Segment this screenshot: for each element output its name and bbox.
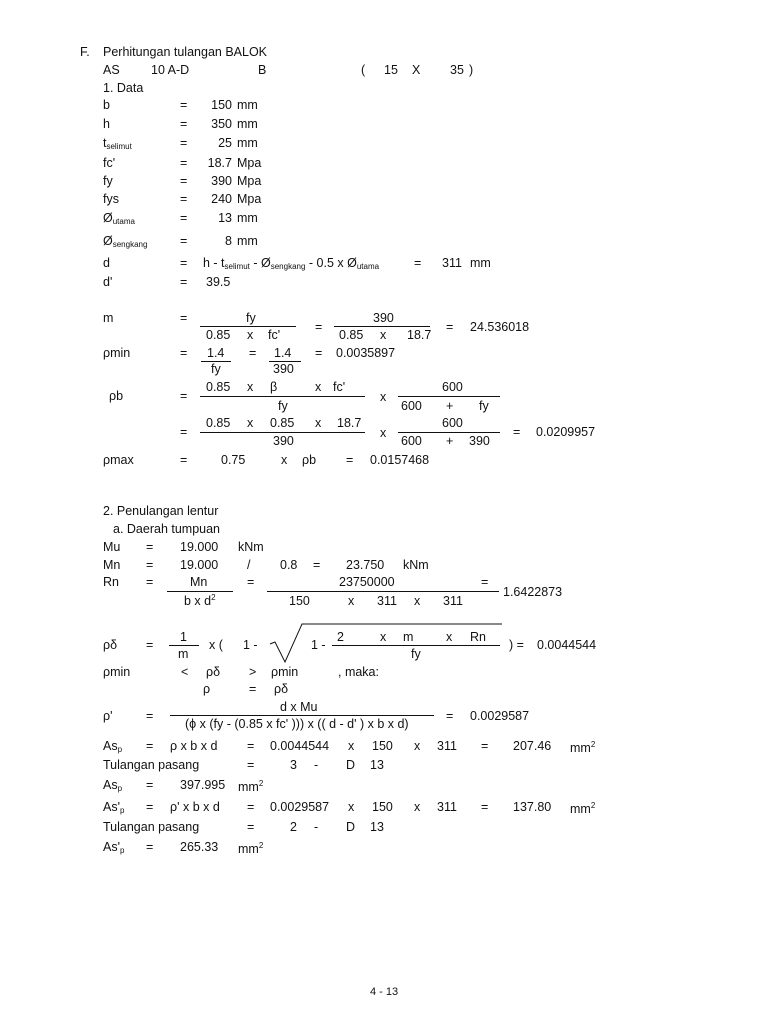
aspp-311: 311 [437, 800, 457, 814]
rhod-m: m [178, 647, 189, 661]
eq-sign: = [180, 389, 188, 403]
rn-den-x1: x [348, 594, 355, 608]
cmp-rmin: ρmin [271, 665, 299, 679]
phi-sengkang-unit: mm [237, 234, 258, 248]
d-unit: mm [470, 256, 491, 270]
asp-result: 207.46 [513, 739, 552, 753]
rhop-label: ρ' [103, 709, 113, 723]
rhomin-result: 0.0035897 [336, 346, 396, 360]
eq-sign: = [180, 174, 188, 188]
eq-sign: = [180, 275, 188, 289]
fraction-bar [267, 591, 499, 592]
rhod-m2: m [403, 630, 414, 644]
b-value: 150 [211, 98, 232, 112]
eq-sign: = [146, 840, 154, 854]
beam-label: B [258, 63, 267, 77]
eq-sign: = [180, 346, 188, 360]
aspp2-unit: $mm^2$ [238, 841, 264, 856]
rhob-vden: 390 [273, 434, 294, 448]
dim-x: X [412, 63, 421, 77]
fraction-bar [398, 432, 500, 433]
eq-sign: = [315, 346, 323, 360]
eq-sign: = [180, 453, 188, 467]
section-title: Perhitungan tulangan BALOK [103, 45, 268, 59]
rhob-den-390: 390 [469, 434, 490, 448]
m-den-fc: fc' [268, 328, 281, 342]
tul2-label: Tulangan pasang [103, 820, 200, 834]
eq-sign: = [446, 320, 454, 334]
eq-sign: = [180, 117, 188, 131]
asp-label: $As_p$ [103, 739, 123, 754]
asp-150: 150 [372, 739, 393, 753]
aspp2-val: 265.33 [180, 840, 219, 854]
eq-sign: = [247, 575, 255, 589]
rhod-label: ρδ [103, 638, 118, 652]
asp-x2: x [414, 739, 421, 753]
rhod-result: 0.0044544 [537, 638, 597, 652]
m-label: m [103, 311, 114, 325]
rhod-fy: fy [411, 647, 421, 661]
mu-label: Mu [103, 540, 121, 554]
phi-utama-label: $Ø_{utama}$ [103, 211, 135, 226]
fys-value: 240 [211, 192, 232, 206]
rn-num: Mn [190, 575, 208, 589]
rhob-x2: x [315, 380, 322, 394]
page-number: 4 - 13 [370, 986, 399, 998]
aspp-formula: ρ' x b x d [170, 800, 220, 814]
asp-unit: $mm^2$ [570, 740, 596, 755]
fy-value: 390 [211, 174, 232, 188]
asp-formula: ρ x b x d [170, 739, 218, 753]
rhop-num: d x Mu [280, 700, 318, 714]
m-num: fy [246, 311, 256, 325]
dim-height: 35 [450, 63, 464, 77]
rn-den-x2: x [414, 594, 421, 608]
rhod-1minus2: 1 - [311, 638, 326, 652]
eq-sign: = [180, 98, 188, 112]
lentur-sub: a. Daerah tumpuan [113, 522, 221, 536]
tul1-label: Tulangan pasang [103, 758, 200, 772]
rn-den: b x $d^2$ [184, 593, 216, 608]
asp-x1: x [348, 739, 355, 753]
t-unit: mm [237, 136, 258, 150]
rhob-n1: 0.85 [206, 380, 231, 394]
eq-sign: = [315, 320, 323, 334]
tul1-d: D [346, 758, 356, 772]
eq-sign: = [481, 575, 489, 589]
aspp-150: 150 [372, 800, 393, 814]
d-label: d [103, 256, 110, 270]
eq-sign: = [481, 739, 489, 753]
cmp-rd2: ρδ [274, 682, 289, 696]
cmp-rd: ρδ [206, 665, 221, 679]
as-value: 10 A-D [151, 63, 190, 77]
eq-sign: = [313, 558, 321, 572]
rhob-label: ρb [109, 389, 124, 403]
asp2-label: $As_p$ [103, 778, 123, 793]
aspp-x1: x [348, 800, 355, 814]
aspp-label: $As'_p$ [103, 800, 125, 815]
rhob-den-fy2: fy [479, 399, 489, 413]
rhomax-label: ρmax [103, 453, 134, 467]
fraction-bar [200, 326, 296, 327]
rn-den-150: 150 [289, 594, 310, 608]
lentur-title: 2. Penulangan lentur [103, 504, 219, 518]
rn-label: Rn [103, 575, 119, 589]
tul2-dia: 13 [370, 820, 384, 834]
rhomax-a: 0.75 [221, 453, 246, 467]
data-title: 1. Data [103, 81, 144, 95]
rhomin-num: 1.4 [207, 346, 225, 360]
mn-slash: / [247, 558, 251, 572]
m-result: 24.536018 [470, 320, 530, 334]
aspp2-label: $As'_p$ [103, 840, 125, 855]
eq-sign: = [346, 453, 354, 467]
rhomin-den: fy [211, 362, 221, 376]
mu-value: 19.000 [180, 540, 219, 554]
m-den-085: 0.85 [206, 328, 231, 342]
t-value: 25 [218, 136, 232, 150]
fraction-bar [170, 715, 434, 716]
rhob-beta: β [270, 380, 278, 394]
eq-sign: = [247, 739, 255, 753]
eq-sign: = [146, 709, 154, 723]
cmp-label: ρmin [103, 665, 131, 679]
fraction-bar [398, 396, 500, 397]
eq-sign: = [446, 709, 454, 723]
eq-sign: = [180, 136, 188, 150]
fys-unit: Mpa [237, 192, 262, 206]
fraction-bar [200, 432, 365, 433]
d-formula: h - $t_{selimut}$ - $Ø_{sengkang} - 0.5$ x $Ø_{utama}$ [203, 256, 380, 271]
rhob-times: x [380, 390, 387, 404]
fc-value: 18.7 [207, 156, 232, 170]
d-value: 311 [442, 256, 462, 270]
rhob-x1: x [247, 380, 254, 394]
mn-unit: kNm [403, 558, 429, 572]
eq-sign: = [247, 758, 255, 772]
rhob-times2: x [380, 426, 387, 440]
rhob-fc: fc' [333, 380, 346, 394]
aspp-result: 137.80 [513, 800, 552, 814]
rhob-plus: + [446, 399, 454, 413]
tul1-dash: - [314, 758, 319, 772]
cmp-eq: = [249, 682, 257, 696]
aspp-v: 0.0029587 [270, 800, 330, 814]
b-unit: mm [237, 98, 258, 112]
as-label: AS [103, 63, 120, 77]
tul2-d: D [346, 820, 356, 834]
rhomin-label: ρmin [103, 346, 131, 360]
eq-sign: = [146, 558, 154, 572]
cmp-rho: ρ [203, 682, 211, 696]
rhomin-num2: 1.4 [274, 346, 292, 360]
rhob-vx1: x [247, 416, 254, 430]
phi-utama-value: 13 [218, 211, 232, 225]
rhob-den-fy: fy [278, 399, 288, 413]
eq-sign: = [249, 346, 257, 360]
rhob-plus2: + [446, 434, 454, 448]
cmp-gt: > [249, 665, 257, 679]
tul2-n: 2 [290, 820, 297, 834]
aspp-unit: $mm^2$ [570, 801, 596, 816]
h-value: 350 [211, 117, 232, 131]
m-den-085v: 0.85 [339, 328, 364, 342]
rhob-600b: 600 [442, 416, 463, 430]
rhop-result: 0.0029587 [470, 709, 530, 723]
mu-unit: kNm [238, 540, 264, 554]
fc-unit: Mpa [237, 156, 262, 170]
eq-sign: = [180, 156, 188, 170]
rhod-two: 2 [337, 630, 344, 644]
rhob-600: 600 [442, 380, 463, 394]
dim-open: ( [361, 63, 366, 77]
asp2-unit: $mm^2$ [238, 779, 264, 794]
rhob-vx2: x [315, 416, 322, 430]
rhob-v1: 0.85 [206, 416, 231, 430]
fc-label: fc' [103, 156, 116, 170]
asp2-val: 397.995 [180, 778, 226, 792]
m-num-val: 390 [373, 311, 394, 325]
asp-v: 0.0044544 [270, 739, 330, 753]
h-unit: mm [237, 117, 258, 131]
rhod-one: 1 [180, 630, 187, 644]
eq-sign: = [414, 256, 422, 270]
eq-sign: = [146, 540, 154, 554]
eq-sign: = [513, 425, 521, 439]
rn-result: 1.6422873 [503, 585, 563, 599]
rhomax-result: 0.0157468 [370, 453, 430, 467]
eq-sign: = [146, 800, 154, 814]
rhod-rn: Rn [470, 630, 486, 644]
rhod-close: ) = [509, 638, 524, 652]
cmp-maka: , maka: [338, 665, 379, 679]
m-den-fcv: 18.7 [407, 328, 432, 342]
tul1-n: 3 [290, 758, 297, 772]
phi-sengkang-label: $Ø_{sengkang}$ [103, 234, 148, 249]
rn-num2: 23750000 [339, 575, 395, 589]
tul2-dash: - [314, 820, 319, 834]
eq-sign: = [247, 820, 255, 834]
asp-311: 311 [437, 739, 457, 753]
phi-sengkang-value: 8 [225, 234, 232, 248]
t-label: $t_{selimut}$ [103, 136, 132, 151]
rhomax-x: x [281, 453, 288, 467]
mn-phi: 0.8 [280, 558, 298, 572]
fy-label: fy [103, 174, 113, 188]
fraction-bar [169, 645, 199, 646]
fraction-bar [332, 645, 500, 646]
eq-sign: = [180, 234, 188, 248]
fraction-bar [167, 591, 233, 592]
phi-utama-unit: mm [237, 211, 258, 225]
fraction-bar [334, 326, 430, 327]
tul1-dia: 13 [370, 758, 384, 772]
eq-sign: = [247, 800, 255, 814]
rhod-x2: x [446, 630, 453, 644]
rhob-v2: 0.85 [270, 416, 295, 430]
dim-close: ) [469, 63, 474, 77]
rn-den-311a: 311 [377, 594, 397, 608]
fys-label: fys [103, 192, 119, 206]
dp-value: 39.5 [206, 275, 231, 289]
eq-sign: = [146, 778, 154, 792]
eq-sign: = [180, 192, 188, 206]
mn-label: Mn [103, 558, 121, 572]
rhop-den: (ϕ x (fy - (0.85 x fc' ))) x (( d - d' ) x b x d) [185, 717, 409, 731]
mn-result: 23.750 [346, 558, 385, 572]
rhod-1minus: 1 - [243, 638, 258, 652]
rn-den-311b: 311 [443, 594, 463, 608]
eq-sign: = [146, 638, 154, 652]
rhomax-rhob: ρb [302, 453, 317, 467]
dim-width: 15 [384, 63, 398, 77]
eq-sign: = [146, 739, 154, 753]
m-den-x: x [247, 328, 254, 342]
m-den-xv: x [380, 328, 387, 342]
rhod-xparen: x ( [209, 638, 223, 652]
rhob-result: 0.0209957 [536, 425, 596, 439]
eq-sign: = [180, 425, 188, 439]
fy-unit: Mpa [237, 174, 262, 188]
eq-sign: = [180, 211, 188, 225]
rhod-x1: x [380, 630, 387, 644]
rhob-den-600: 600 [401, 399, 422, 413]
fraction-bar [200, 396, 365, 397]
b-label: b [103, 98, 110, 112]
aspp-x2: x [414, 800, 421, 814]
h-label: h [103, 117, 110, 131]
cmp-lt: < [181, 665, 189, 679]
section-letter: F. [80, 45, 90, 59]
rhob-den-600b: 600 [401, 434, 422, 448]
eq-sign: = [481, 800, 489, 814]
rhomin-den2: 390 [273, 362, 294, 376]
eq-sign: = [180, 256, 188, 270]
mn-mu: 19.000 [180, 558, 219, 572]
dp-label: d' [103, 275, 113, 289]
eq-sign: = [180, 311, 188, 325]
eq-sign: = [146, 575, 154, 589]
rhob-v3: 18.7 [337, 416, 362, 430]
